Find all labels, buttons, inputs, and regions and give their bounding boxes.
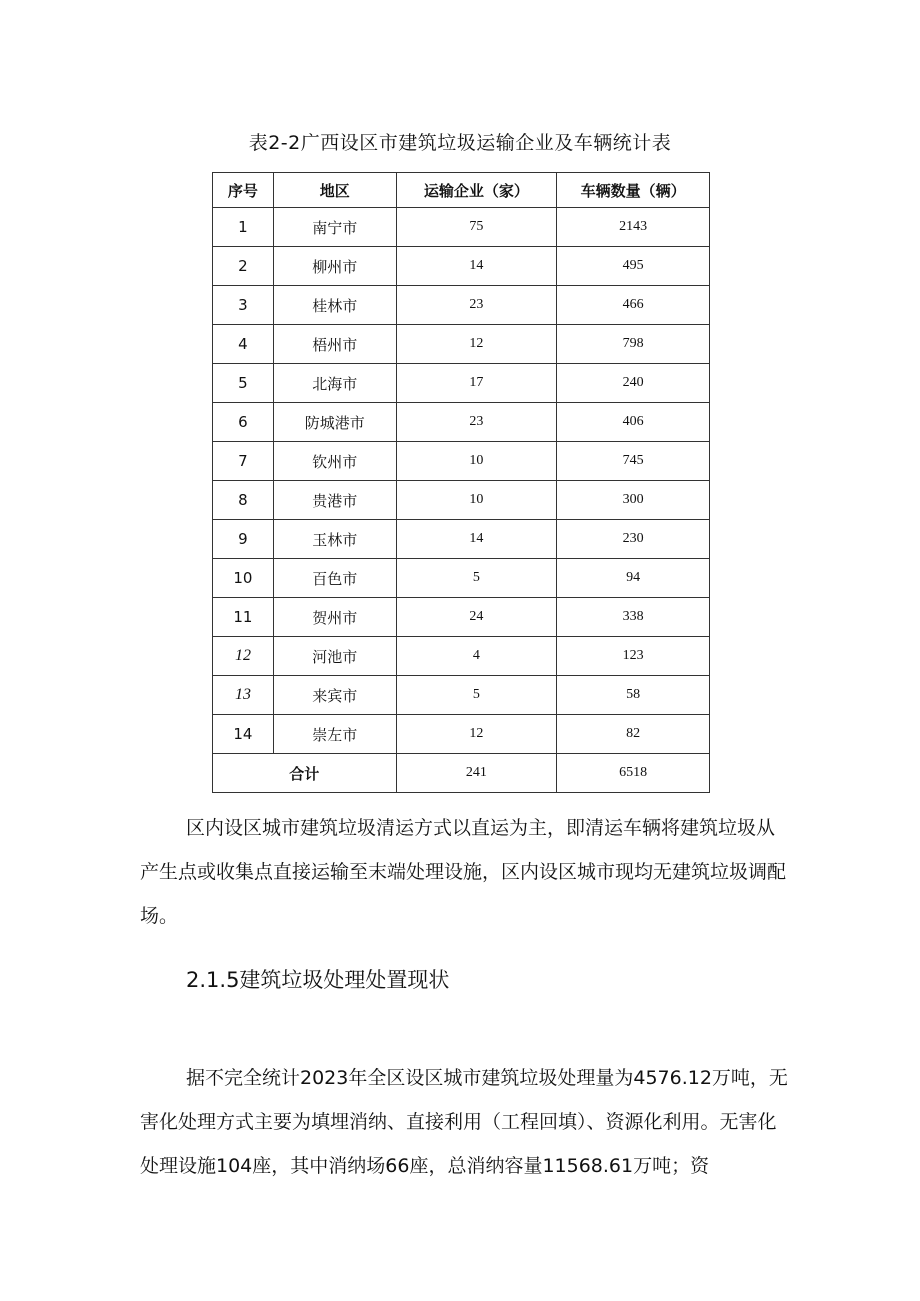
table-row	[213, 637, 710, 676]
row-vehicles: 300	[557, 481, 710, 520]
row-region: 贵港市	[273, 481, 396, 520]
statistics-table	[212, 172, 710, 793]
total-vehicles: 6518	[557, 754, 710, 793]
row-companies: 23	[396, 403, 557, 442]
table-row	[213, 598, 710, 637]
row-companies: 75	[396, 208, 557, 247]
total-label: 合计	[213, 754, 397, 793]
row-companies: 5	[396, 676, 557, 715]
row-companies: 14	[396, 247, 557, 286]
paragraph-transport-method: 区内设区城市建筑垃圾清运方式以直运为主，即清运车辆将建筑垃圾从产生点或收集点直接运输至末端处理设施，区内设区城市现均无建筑垃圾调配场。	[140, 817, 787, 927]
row-companies: 12	[396, 715, 557, 754]
table-row	[213, 247, 710, 286]
table-caption: 表2-2广西设区市建筑垃圾运输企业及车辆统计表	[248, 132, 672, 154]
row-companies: 5	[396, 559, 557, 598]
row-companies: 17	[396, 364, 557, 403]
row-region: 南宁市	[273, 208, 396, 247]
header-vehicles: 车辆数量（辆）	[557, 173, 710, 208]
header-region: 地区	[273, 173, 396, 208]
row-index: 9	[213, 520, 274, 559]
section-heading: 2.1.5建筑垃圾处理处置现状	[186, 968, 450, 992]
row-index: 12	[213, 637, 274, 676]
row-vehicles: 338	[557, 598, 710, 637]
header-companies: 运输企业（家）	[396, 173, 557, 208]
table-row	[213, 715, 710, 754]
table-row	[213, 520, 710, 559]
row-region: 玉林市	[273, 520, 396, 559]
row-region: 北海市	[273, 364, 396, 403]
row-vehicles: 406	[557, 403, 710, 442]
row-index: 4	[213, 325, 274, 364]
row-vehicles: 82	[557, 715, 710, 754]
row-vehicles: 466	[557, 286, 710, 325]
table-row	[213, 442, 710, 481]
table-row	[213, 559, 710, 598]
table-row	[213, 286, 710, 325]
row-vehicles: 495	[557, 247, 710, 286]
row-vehicles: 94	[557, 559, 710, 598]
row-region: 钦州市	[273, 442, 396, 481]
row-index: 3	[213, 286, 274, 325]
row-index: 8	[213, 481, 274, 520]
total-companies: 241	[396, 754, 557, 793]
row-region: 河池市	[273, 637, 396, 676]
row-companies: 14	[396, 520, 557, 559]
row-region: 百色市	[273, 559, 396, 598]
row-region: 防城港市	[273, 403, 396, 442]
table-row	[213, 676, 710, 715]
header-index: 序号	[213, 173, 274, 208]
row-region: 崇左市	[273, 715, 396, 754]
row-index: 6	[213, 403, 274, 442]
row-vehicles: 798	[557, 325, 710, 364]
row-index: 1	[213, 208, 274, 247]
row-vehicles: 230	[557, 520, 710, 559]
row-companies: 10	[396, 442, 557, 481]
row-vehicles: 745	[557, 442, 710, 481]
row-vehicles: 240	[557, 364, 710, 403]
row-vehicles: 2143	[557, 208, 710, 247]
row-index: 13	[213, 676, 274, 715]
table-header-row	[213, 173, 710, 208]
row-index: 7	[213, 442, 274, 481]
table-row	[213, 481, 710, 520]
table-total-row	[213, 754, 710, 793]
row-companies: 10	[396, 481, 557, 520]
row-region: 来宾市	[273, 676, 396, 715]
row-region: 柳州市	[273, 247, 396, 286]
row-companies: 23	[396, 286, 557, 325]
paragraph-disposal-status: 据不完全统计2023年全区设区城市建筑垃圾处理量为4576.12万吨，无害化处理方式主要为填埋消纳、直接利用（工程回填）、资源化利用。无害化处理设施104座，其中消纳场66座，总消纳容量11568.61万吨；资	[140, 1067, 788, 1177]
row-index: 14	[213, 715, 274, 754]
row-companies: 24	[396, 598, 557, 637]
row-vehicles: 58	[557, 676, 710, 715]
table-row	[213, 325, 710, 364]
row-index: 11	[213, 598, 274, 637]
table-row	[213, 364, 710, 403]
row-index: 5	[213, 364, 274, 403]
row-companies: 4	[396, 637, 557, 676]
row-index: 2	[213, 247, 274, 286]
table-row	[213, 403, 710, 442]
row-region: 贺州市	[273, 598, 396, 637]
row-region: 桂林市	[273, 286, 396, 325]
row-vehicles: 123	[557, 637, 710, 676]
table-row	[213, 208, 710, 247]
row-region: 梧州市	[273, 325, 396, 364]
row-index: 10	[213, 559, 274, 598]
row-companies: 12	[396, 325, 557, 364]
